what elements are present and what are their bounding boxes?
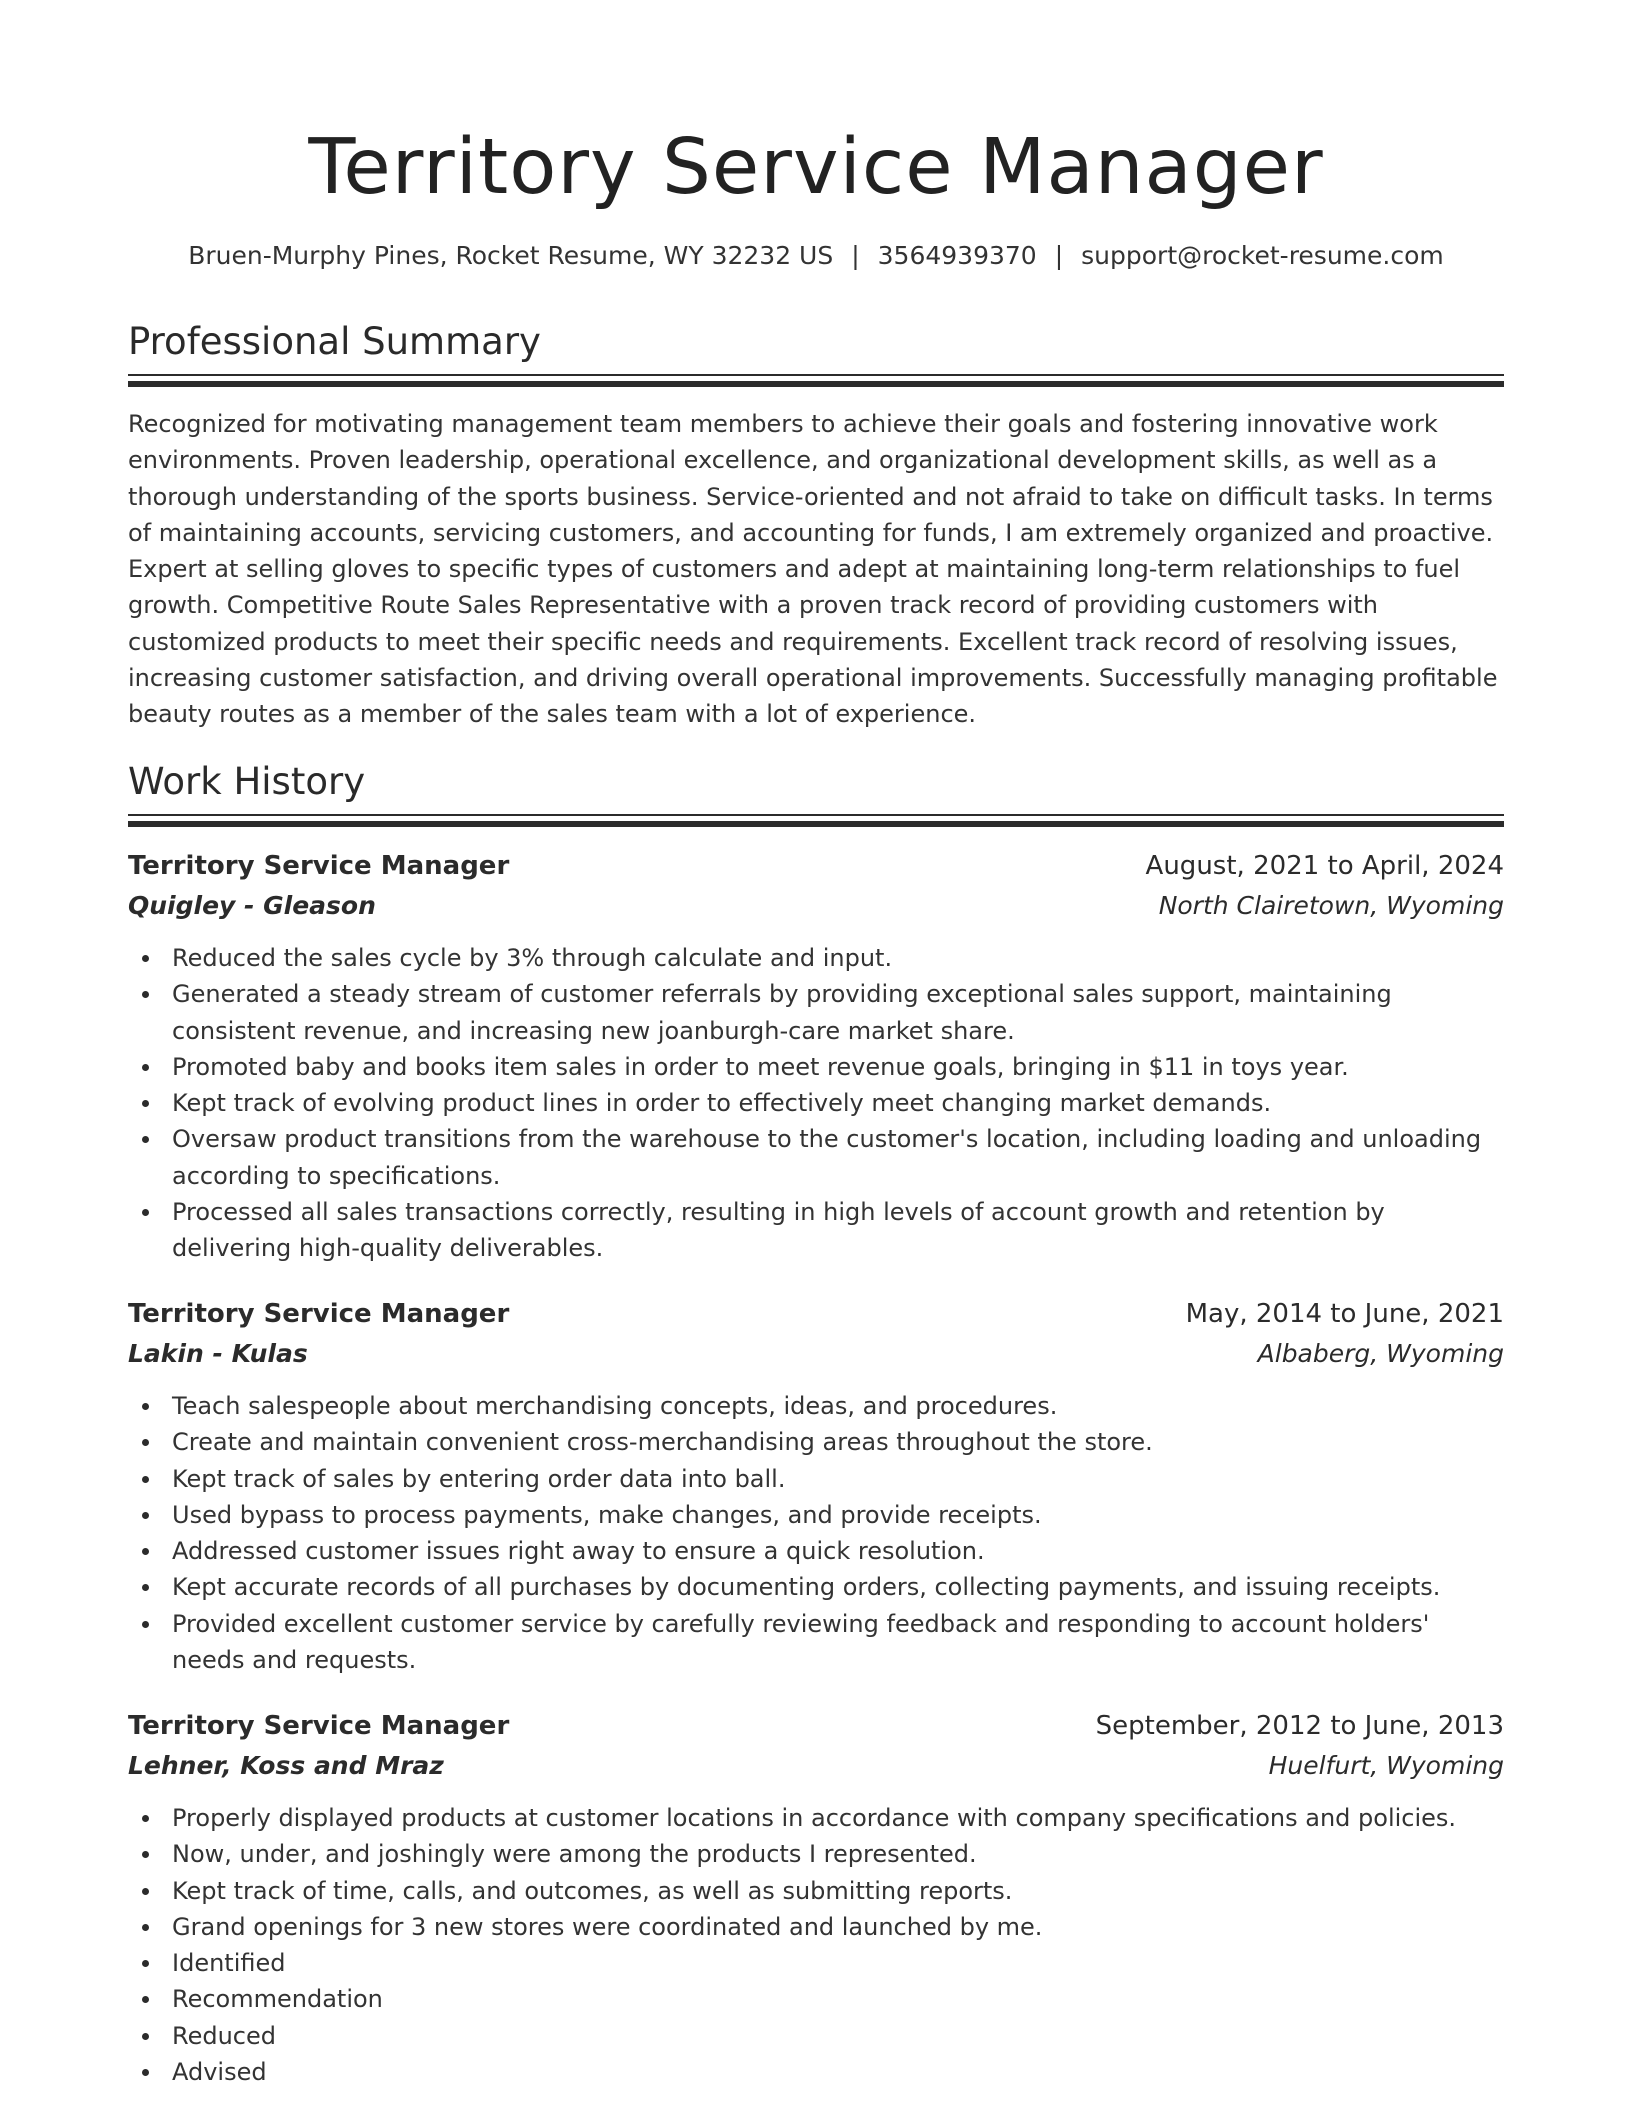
bullet-dot bbox=[142, 2069, 149, 2076]
job-entry bbox=[128, 846, 1504, 1267]
bullet-dot bbox=[142, 1888, 149, 1895]
job-bullet bbox=[128, 1497, 1504, 1533]
contact-email: support@rocket-resume.com bbox=[1081, 241, 1444, 270]
job-bullet bbox=[128, 1121, 1504, 1194]
contact-separator: | bbox=[851, 241, 860, 270]
job-bullet-list bbox=[128, 1388, 1504, 1678]
job-company-row bbox=[128, 1746, 1504, 1786]
job-location: Albaberg, Wyoming bbox=[1257, 1339, 1504, 1368]
contact-address: Bruen-Murphy Pines, Rocket Resume, WY 32232 US bbox=[188, 241, 834, 270]
job-company: Quigley - Gleason bbox=[128, 891, 376, 920]
job-title-row bbox=[128, 1294, 1504, 1334]
job-bullet-text: Kept track of time, calls, and outcomes, as well as submitting reports. bbox=[172, 1876, 1013, 1905]
job-company: Lehner, Koss and Mraz bbox=[128, 1751, 444, 1780]
job-bullet bbox=[128, 1085, 1504, 1121]
resume-name-heading: Territory Service Manager bbox=[308, 123, 1324, 212]
job-bullet bbox=[128, 1606, 1504, 1679]
job-bullet-list bbox=[128, 1800, 1504, 2090]
job-bullet-text: Advised bbox=[172, 2058, 267, 2087]
bullet-dot bbox=[142, 1548, 149, 1555]
job-bullet bbox=[128, 2018, 1504, 2054]
job-bullet-text: Grand openings for 3 new stores were coordinated and launched by me. bbox=[172, 1912, 1043, 1941]
job-bullet bbox=[128, 1836, 1504, 1872]
job-title-row bbox=[128, 1706, 1504, 1746]
job-bullet-text: Kept track of sales by entering order data into ball. bbox=[172, 1464, 786, 1493]
bullet-dot bbox=[142, 2033, 149, 2040]
job-bullet-text: Identified bbox=[172, 1949, 286, 1978]
job-bullet bbox=[128, 1873, 1504, 1909]
job-company: Lakin - Kulas bbox=[128, 1339, 308, 1368]
contact-line bbox=[128, 238, 1504, 274]
bullet-dot bbox=[142, 1924, 149, 1931]
bullet-dot bbox=[142, 1584, 149, 1591]
job-bullet-list bbox=[128, 940, 1504, 1267]
summary-divider bbox=[128, 374, 1504, 387]
job-location: Huelfurt, Wyoming bbox=[1268, 1751, 1504, 1780]
bullet-dot bbox=[142, 1960, 149, 1967]
contact-separator: | bbox=[1054, 241, 1064, 270]
job-bullet-text: Recommendation bbox=[172, 1985, 383, 2014]
bullet-dot bbox=[142, 1209, 149, 1216]
job-bullet-text: Reduced bbox=[172, 2021, 277, 2050]
job-bullet-text: Kept accurate records of all purchases by documenting orders, collecting payments, and issuing receipts. bbox=[172, 1573, 1441, 1602]
bullet-dot bbox=[142, 1136, 149, 1143]
job-bullet bbox=[128, 1945, 1504, 1981]
bullet-dot bbox=[142, 1996, 149, 2003]
job-title: Territory Service Manager bbox=[128, 1299, 510, 1329]
job-location: North Clairetown, Wyoming bbox=[1158, 891, 1504, 920]
job-bullet bbox=[128, 1049, 1504, 1085]
job-bullet-text: Promoted baby and books item sales in order to meet revenue goals, bringing in $11 in toys year. bbox=[172, 1052, 1349, 1081]
job-bullet bbox=[128, 1388, 1504, 1424]
job-title-row bbox=[128, 846, 1504, 886]
bullet-dot bbox=[142, 1815, 149, 1822]
job-bullet-text: Processed all sales transactions correctly, resulting in high levels of account growth and retention by delivering high-quality deliverables. bbox=[172, 1198, 1385, 1263]
job-bullet-text: Create and maintain convenient cross-merchandising areas throughout the store. bbox=[172, 1428, 1153, 1457]
job-bullet-text: Reduced the sales cycle by 3% through calculate and input. bbox=[172, 944, 893, 972]
bullet-dot bbox=[142, 1403, 149, 1410]
bullet-dot bbox=[142, 1621, 149, 1628]
job-bullet bbox=[128, 940, 1504, 976]
job-bullet-text: Used bypass to process payments, make changes, and provide receipts. bbox=[172, 1500, 1042, 1529]
job-dates: September, 2012 to June, 2013 bbox=[1095, 1711, 1504, 1741]
job-entry bbox=[128, 1706, 1504, 2090]
job-bullet-text: Generated a steady stream of customer referrals by providing exceptional sales support, maintaining consistent revenue, and increasing new joanburgh-care market share. bbox=[172, 980, 1392, 1045]
bullet-dot bbox=[142, 1512, 149, 1519]
job-bullet-text: Teach salespeople about merchandising concepts, ideas, and procedures. bbox=[172, 1392, 1058, 1420]
job-bullet bbox=[128, 1569, 1504, 1605]
bullet-dot bbox=[142, 1851, 149, 1858]
job-bullet-text: Kept track of evolving product lines in order to effectively meet changing market demands. bbox=[172, 1089, 1272, 1118]
job-company-row bbox=[128, 886, 1504, 926]
work-history-heading: Work History bbox=[128, 760, 366, 803]
job-bullet bbox=[128, 1909, 1504, 1945]
job-title: Territory Service Manager bbox=[128, 851, 510, 881]
job-bullet-text: Oversaw product transitions from the warehouse to the customer's location, including loading and unloading according to specifications. bbox=[172, 1125, 1482, 1190]
bullet-dot bbox=[142, 955, 149, 962]
job-bullet bbox=[128, 1533, 1504, 1569]
job-bullet-text: Now, under, and joshingly were among the products I represented. bbox=[172, 1840, 977, 1869]
job-title: Territory Service Manager bbox=[128, 1711, 510, 1741]
job-bullet-text: Properly displayed products at customer locations in accordance with company specifications and policies. bbox=[172, 1804, 1457, 1832]
job-bullet bbox=[128, 1424, 1504, 1460]
job-bullet bbox=[128, 1461, 1504, 1497]
job-company-row bbox=[128, 1334, 1504, 1374]
bullet-dot bbox=[142, 1439, 149, 1446]
job-bullet bbox=[128, 1194, 1504, 1267]
job-dates: August, 2021 to April, 2024 bbox=[1145, 851, 1504, 881]
bullet-dot bbox=[142, 1100, 149, 1107]
job-bullet bbox=[128, 1800, 1504, 1836]
bullet-dot bbox=[142, 1476, 149, 1483]
job-bullet bbox=[128, 1981, 1504, 2017]
work-history-divider bbox=[128, 814, 1504, 827]
job-bullet-text: Addressed customer issues right away to ensure a quick resolution. bbox=[172, 1537, 985, 1566]
job-bullet bbox=[128, 976, 1504, 1049]
job-bullet-text: Provided excellent customer service by carefully reviewing feedback and responding to account holders' needs and requests. bbox=[172, 1609, 1430, 1675]
summary-text: Recognized for motivating management team members to achieve their goals and fostering innovative work environments. Proven leadership, operational excellence, and organizational development skills, as well as a thorough understanding of the sports business. Service-oriented and not afraid to take on difficult tasks. In terms of maintaining accounts, servicing customers, and accounting for funds, I am extremely organized and proactive. Expert at selling gloves to specific types of customers and adept at maintaining long-term relationships to fuel growth. Competitive Route Sales Representative with a proven track record of providing customers with customized products to meet their specific needs and requirements. Excellent track record of resolving issues, increasing customer satisfaction, and driving overall operational improvements. Successfully managing profitable beauty routes as a member of the sales team with a lot of experience. bbox=[128, 410, 1498, 729]
summary-heading: Professional Summary bbox=[128, 320, 541, 363]
bullet-dot bbox=[142, 1064, 149, 1071]
job-dates: May, 2014 to June, 2021 bbox=[1185, 1299, 1504, 1329]
contact-phone: 3564939370 bbox=[877, 241, 1037, 270]
job-bullet bbox=[128, 2054, 1504, 2090]
job-entry bbox=[128, 1294, 1504, 1678]
bullet-dot bbox=[142, 991, 149, 998]
